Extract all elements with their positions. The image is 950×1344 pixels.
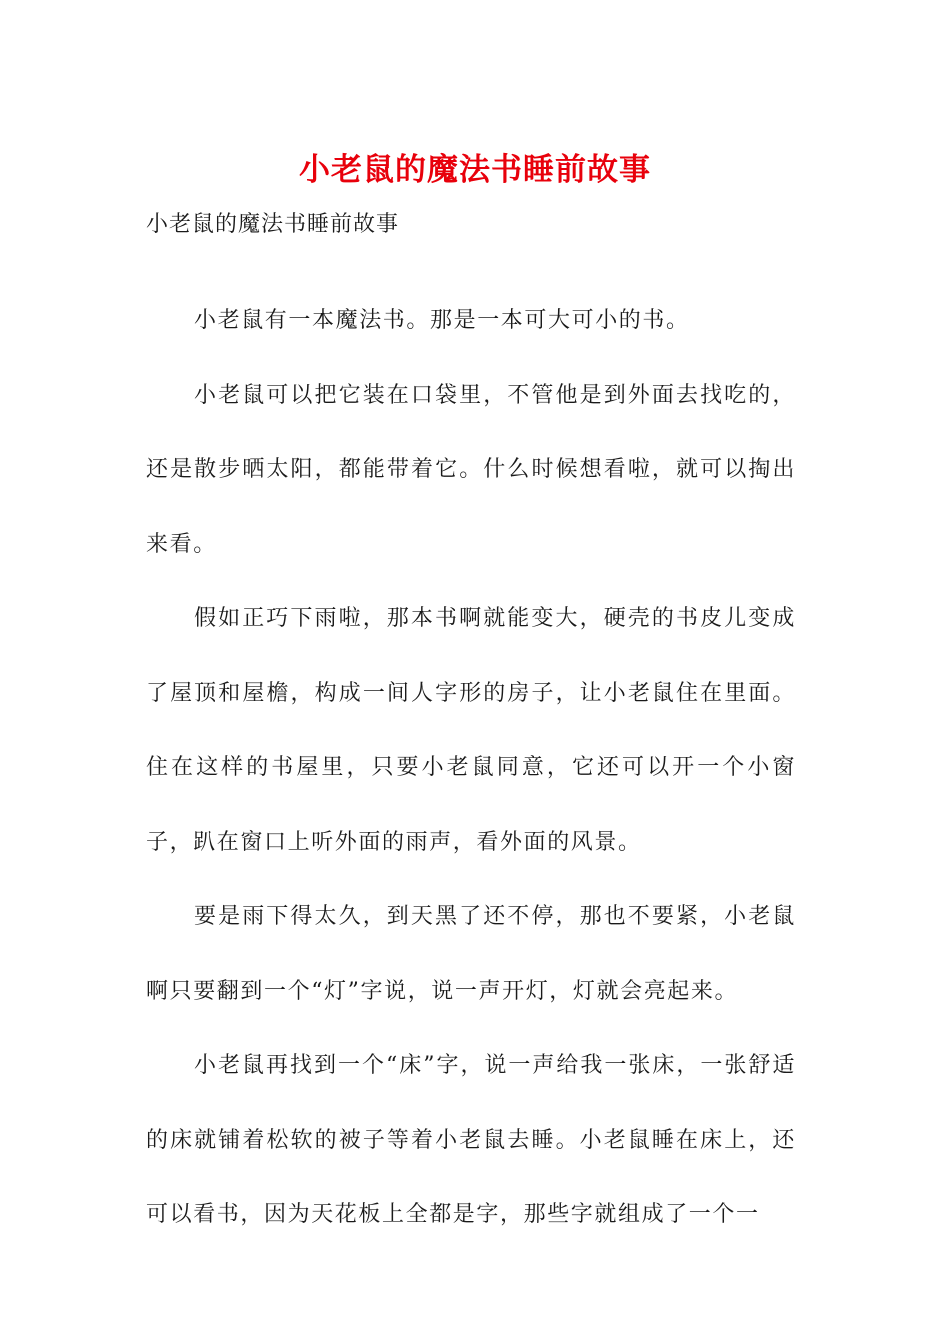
story-body [146,284,796,1253]
story-paragraph-1: 小老鼠有一本魔法书。那是一本可大可小的书。 [194,308,690,333]
document-title: 小老鼠的魔法书睡前故事 [299,152,651,188]
story-paragraph-3: 假如正巧下雨啦，那本书啊就能变大，硬壳的书皮儿变成了屋顶和屋檐，构成一间人字形的房子，让小老鼠住在里面。住在这样的书屋里，只要小老鼠同意，它还可以开一个小窗子，趴在窗口上听外面的雨声，看外面的风景。 [146,606,796,855]
story-paragraph-4: 要是雨下得太久，到天黑了还不停，那也不要紧，小老鼠啊只要翻到一个“灯”字说，说一声开灯，灯就会亮起来。 [146,904,796,1004]
story-paragraph-5: 小老鼠再找到一个“床”字，说一声给我一张床，一张舒适的床就铺着松软的被子等着小老鼠去睡。小老鼠睡在床上，还可以看书，因为天花板上全都是字，那些字就组成了一个一 [146,1053,796,1227]
document-subtitle: 小老鼠的魔法书睡前故事 [146,212,400,237]
story-paragraph-2: 小老鼠可以把它装在口袋里，不管他是到外面去找吃的，还是散步晒太阳，都能带着它。什么时候想看啦，就可以掏出来看。 [146,382,796,557]
